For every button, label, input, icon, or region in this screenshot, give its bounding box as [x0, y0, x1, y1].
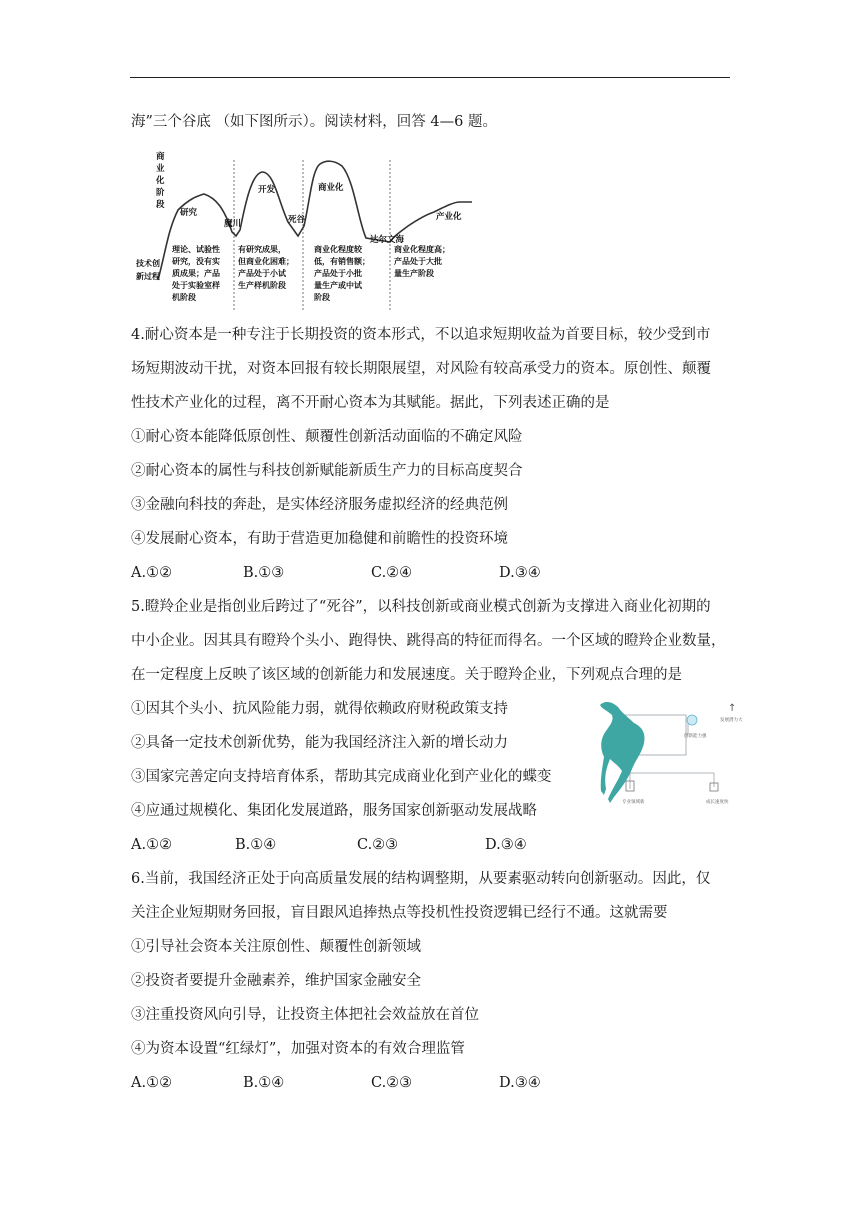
stage-3-line: 阶段 [314, 293, 330, 302]
stage-2-line: 有研究成果， [238, 245, 286, 254]
stage-3-line: 量生产或中试 [314, 281, 362, 290]
q4-option-a[interactable]: A.①② [131, 565, 173, 581]
q5-stem-line: 中小企业。因其具有瞪羚个头小、跑得快、跳得高的特征而得名。一个区域的瞪羚企业数量， [131, 633, 726, 649]
stage-2-line: 但商业化困难； [238, 257, 294, 266]
stage-4-line: 商业化程度高； [394, 245, 450, 254]
stage-3-line: 产品处于小批 [314, 269, 362, 278]
valley-1-label: 魔川 [224, 219, 242, 229]
q6-item: ①引导社会资本关注原创性、颠覆性创新领域 [131, 939, 421, 955]
q5-stem-line: 5.瞪羚企业是指创业后跨过了“死谷”，以科技创新或商业模式创新为支撑进入商业化初期的 [131, 599, 711, 615]
stage-2-line: 产品处于小试 [238, 269, 286, 278]
peak-industrial-label: 产业化 [436, 212, 462, 222]
q4-stem-line: 4.耐心资本是一种专注于长期投资的资本形式，不以追求短期收益为首要目标，较少受到市 [131, 327, 711, 343]
q4-option-d[interactable]: D.③④ [499, 565, 541, 581]
figure-label-speed: 成长速度快 [706, 800, 729, 805]
q6-option-b[interactable]: B.①④ [243, 1075, 285, 1091]
stage-0-line: 新过程 [136, 272, 160, 281]
trend-icon: ↑ [728, 703, 737, 714]
q4-option-c[interactable]: C.②④ [371, 565, 413, 581]
stage-1-line: 质成果；产品 [172, 269, 220, 278]
stage-3-line: 低，有销售额； [314, 257, 370, 266]
q4-option-b[interactable]: B.①③ [243, 565, 285, 581]
q6-item: ④为资本设置“红绿灯”，加强对资本的有效合理监管 [131, 1041, 465, 1057]
q6-stem-line: 关注企业短期财务回报，盲目跟风追捧热点等投机性投资逻辑已经行不通。这就需要 [131, 905, 668, 921]
stage-4-line: 产品处于大批 [394, 257, 442, 266]
innovation-stage-diagram [128, 140, 480, 312]
q6-option-a[interactable]: A.①② [131, 1075, 173, 1091]
peak-research-label: 研究 [180, 208, 198, 218]
stage-1-line: 理论、试验性 [172, 245, 220, 254]
q5-option-b[interactable]: B.①④ [235, 837, 277, 853]
q5-item: ①因其个头小、抗风险能力弱，就得依赖政府财税政策支持 [131, 701, 508, 717]
q5-option-a[interactable]: A.①② [131, 837, 173, 853]
q4-item: ①耐心资本能降低原创性、颠覆性创新活动面临的不确定风险 [131, 429, 523, 445]
figure-label-innovation: 创新能力强 [684, 734, 707, 739]
stage-0-line: 技术创 [136, 259, 160, 268]
figure-label-growth: 发展潜力大 [720, 718, 743, 723]
q4-stem-line: 性技术产业化的过程，离不开耐心资本为其赋能。据此，下列表述正确的是 [131, 395, 610, 411]
valley-3-label: 达尔文海 [370, 235, 405, 245]
intro-line: 海”三个谷底 （如下图所示）。阅读材料，回答 4—6 题。 [131, 114, 497, 130]
q5-item: ③国家完善定向支持培育体系，帮助其完成商业化到产业化的蝶变 [131, 769, 552, 785]
peak-develop-label: 开发 [258, 185, 276, 195]
peak-commercial-label: 商业化 [318, 183, 344, 193]
y-label-char: 阶 [156, 188, 165, 198]
y-label-char: 业 [156, 164, 165, 174]
gazelle-illustration [592, 693, 752, 811]
q4-item: ②耐心资本的属性与科技创新赋能新质生产力的目标高度契合 [131, 463, 523, 479]
gazelle-silhouette [600, 702, 645, 803]
q6-option-c[interactable]: C.②③ [371, 1075, 413, 1091]
stage-1-line: 机阶段 [172, 293, 196, 302]
q4-item: ④发展耐心资本，有助于营造更加稳健和前瞻性的投资环境 [131, 531, 508, 547]
y-label-char: 化 [156, 176, 165, 186]
q6-item: ②投资者要提升金融素养，维护国家金融安全 [131, 973, 421, 989]
q6-item: ③注重投资风向引导，让投资主体把社会效益放在首位 [131, 1007, 479, 1023]
q4-item: ③金融向科技的奔赴，是实体经济服务虚拟经济的经典范例 [131, 497, 508, 513]
q4-stem-line: 场短期波动干扰，对资本回报有较长期限展望，对风险有较高承受力的资本。原创性、颠覆 [131, 361, 711, 377]
stage-3-line: 商业化程度较 [314, 245, 362, 254]
stage-1-line: 处于实验室样 [172, 281, 220, 290]
q6-stem-line: 6.当前，我国经济正处于向高质量发展的结构调整期，从要素驱动转向创新驱动。因此，仅 [131, 871, 711, 887]
y-label-char: 段 [156, 200, 165, 210]
q5-item: ②具备一定技术创新优势，能为我国经济注入新的增长动力 [131, 735, 508, 751]
q5-option-d[interactable]: D.③④ [485, 837, 527, 853]
q6-option-d[interactable]: D.③④ [499, 1075, 541, 1091]
header-rule [130, 77, 730, 78]
lightbulb-icon [687, 715, 697, 725]
valley-2-label: 死谷 [288, 215, 306, 225]
stage-2-line: 生产样机阶段 [238, 281, 286, 290]
q5-item: ④应通过规模化、集团化发展道路，服务国家创新驱动发展战略 [131, 803, 537, 819]
y-label-char: 商 [156, 152, 165, 162]
y-axis-label [155, 151, 165, 210]
stage-4-line: 量生产阶段 [394, 269, 434, 278]
q5-stem-line: 在一定程度上反映了该区域的创新能力和发展速度。关于瞪羚企业，下列观点合理的是 [131, 667, 682, 683]
q5-option-c[interactable]: C.②③ [357, 837, 399, 853]
figure-label-specialized: 专业领域新 [622, 800, 645, 805]
stage-1-line: 研究，没有实 [172, 257, 220, 266]
